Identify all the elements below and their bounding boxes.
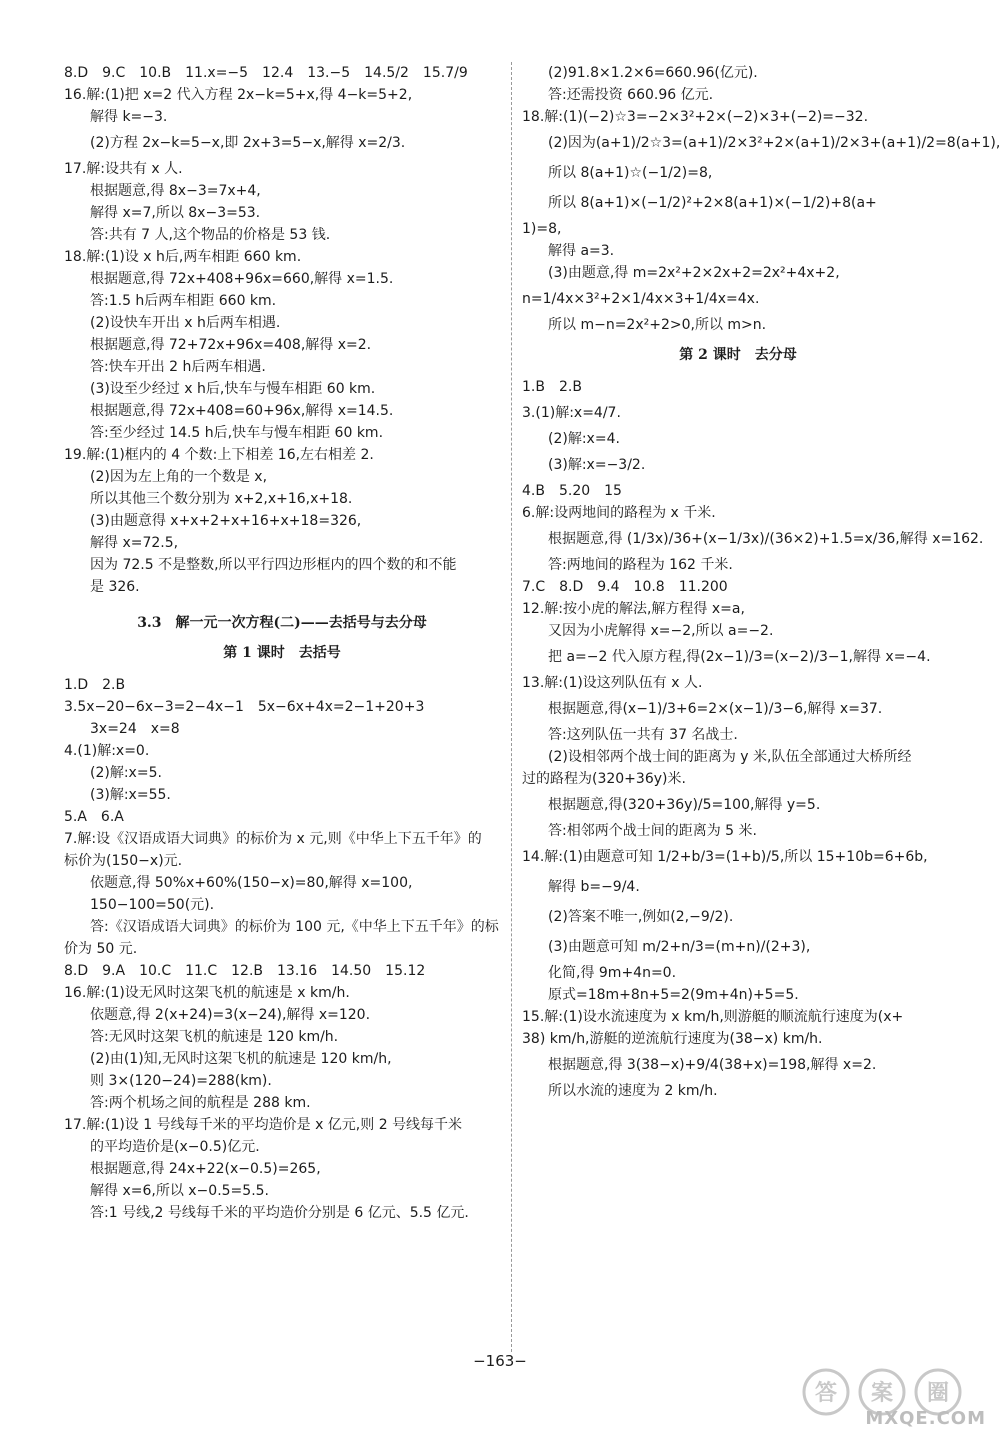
- answer-line: 所以水流的速度为 2 km/h.: [548, 1083, 718, 1099]
- answer-line: 19.解:(1)框内的 4 个数:上下相差 16,左右相差 2.: [64, 447, 374, 463]
- answer-line: 则 3×(120−24)=288(km).: [90, 1073, 272, 1089]
- answer-line: 答:快车开出 2 h后两车相遇.: [90, 359, 266, 375]
- answer-line: 3x=24 x=8: [90, 721, 180, 737]
- answer-line: 18.解:(1)设 x h后,两车相距 660 km.: [64, 249, 302, 265]
- answer-line: 3.(1)解:x=4/7.: [522, 405, 621, 421]
- lesson-title: 第 2 课时 去分母: [679, 347, 797, 363]
- answer-line: 16.解:(1)设无风时这架飞机的航速是 x km/h.: [64, 985, 350, 1001]
- page-number: −163−: [473, 1352, 527, 1370]
- answer-line: 6.解:设两地间的路程为 x 千米.: [522, 505, 716, 521]
- answer-line: 18.解:(1)(−2)☆3=−2×3²+2×(−2)×3+(−2)=−32.: [522, 109, 869, 125]
- column-divider: [511, 62, 512, 1352]
- answer-line: (3)由题意,得 m=2x²+2×2x+2=2x²+4x+2,: [548, 265, 840, 281]
- answer-line: 原式=18m+8n+5=2(9m+4n)+5=5.: [548, 987, 799, 1003]
- answer-line: 1)=8,: [522, 221, 562, 237]
- answer-line: 解得 a=3.: [548, 243, 615, 259]
- answer-line: n=1/4x×3²+2×1/4x×3+1/4x=4x.: [522, 291, 760, 307]
- answer-line: 1.D 2.B: [64, 677, 126, 693]
- answer-line: 又因为小虎解得 x=−2,所以 a=−2.: [548, 623, 774, 639]
- answer-line: 15.解:(1)设水流速度为 x km/h,则游艇的顺流航行速度为(x+: [522, 1009, 904, 1025]
- answer-line: 根据题意,得 (1/3x)/36+(x−1/3x)/(36×2)+1.5=x/36,解得 x=162.: [548, 531, 984, 547]
- answer-line: 根据题意,得(x−1)/3+6=2×(x−1)/3−6,解得 x=37.: [548, 701, 883, 717]
- answer-line: 4.B 5.20 15: [522, 483, 622, 499]
- answer-line: 所以 8(a+1)☆(−1/2)=8,: [548, 165, 713, 181]
- answer-line: 答:共有 7 人,这个物品的价格是 53 钱.: [90, 227, 331, 243]
- answer-line: (3)解:x=−3/2.: [548, 457, 646, 473]
- answer-line: 8.D 9.A 10.C 11.C 12.B 13.16 14.50 15.12: [64, 963, 426, 979]
- answer-line: (2)答案不唯一,例如(2,−9/2).: [548, 909, 734, 925]
- answer-line: 4.(1)解:x=0.: [64, 743, 150, 759]
- section-title: 3.3 解一元一次方程(二)——去括号与去分母: [137, 615, 427, 631]
- answer-line: 标价为(150−x)元.: [64, 853, 183, 869]
- answer-line: 答:至少经过 14.5 h后,快车与慢车相距 60 km.: [90, 425, 384, 441]
- answer-line: 12.解:按小虎的解法,解方程得 x=a,: [522, 601, 745, 617]
- answer-line: 把 a=−2 代入原方程,得(2x−1)/3=(x−2)/3−1,解得 x=−4.: [548, 649, 931, 665]
- answer-line: 根据题意,得 24x+22(x−0.5)=265,: [90, 1161, 321, 1177]
- answer-line: (2)方程 2x−k=5−x,即 2x+3=5−x,解得 x=2/3.: [90, 135, 406, 151]
- answer-line: (2)解:x=4.: [548, 431, 620, 447]
- answer-line: 解得 x=6,所以 x−0.5=5.5.: [90, 1183, 269, 1199]
- answer-line: 答:《汉语成语大词典》的标价为 100 元,《中华上下五千年》的标: [90, 919, 499, 935]
- answer-line: 答:1 号线,2 号线每千米的平均造价分别是 6 亿元、5.5 亿元.: [90, 1205, 469, 1221]
- answer-line: 答:1.5 h后两车相距 660 km.: [90, 293, 277, 309]
- svg-text:案: 案: [870, 1381, 894, 1406]
- answer-line: 解得 b=−9/4.: [548, 879, 640, 895]
- answer-line: 根据题意,得 72x+408=60+96x,解得 x=14.5.: [90, 403, 394, 419]
- answer-line: 解得 x=7,所以 8x−3=53.: [90, 205, 261, 221]
- answer-line: 7.C 8.D 9.4 10.8 11.200: [522, 579, 728, 595]
- answer-line: 解得 x=72.5,: [90, 535, 179, 551]
- answer-line: 根据题意,得 3(38−x)+9/4(38+x)=198,解得 x=2.: [548, 1057, 877, 1073]
- answer-line: (3)由题意可知 m/2+n/3=(m+n)/(2+3),: [548, 939, 811, 955]
- answer-line: 7.解:设《汉语成语大词典》的标价为 x 元,则《中华上下五千年》的: [64, 831, 482, 847]
- answer-line: 所以 m−n=2x²+2>0,所以 m>n.: [548, 317, 767, 333]
- answer-line: (2)因为(a+1)/2☆3=(a+1)/2×3²+2×(a+1)/2×3+(a+1)/2=8(a+1),: [548, 135, 1000, 151]
- answer-line: 是 326.: [90, 579, 140, 595]
- answer-line: 根据题意,得 72+72x+96x=408,解得 x=2.: [90, 337, 372, 353]
- answer-line: 解得 k=−3.: [90, 109, 168, 125]
- answer-line: 16.解:(1)把 x=2 代入方程 2x−k=5+x,得 4−k=5+2,: [64, 87, 413, 103]
- answer-line: 所以其他三个数分别为 x+2,x+16,x+18.: [90, 491, 353, 507]
- answer-line: 8.D 9.C 10.B 11.x=−5 12.4 13.−5 14.5/2 15.7/9: [64, 65, 468, 81]
- answer-line: 答:这列队伍一共有 37 名战士.: [548, 727, 738, 743]
- answer-line: 答:两地间的路程为 162 千米.: [548, 557, 733, 573]
- right-column: [522, 62, 1000, 1102]
- answer-line: 过的路程为(320+36y)米.: [522, 771, 686, 787]
- answer-line: 依题意,得 2(x+24)=3(x−24),解得 x=120.: [90, 1007, 371, 1023]
- left-column: [64, 62, 500, 1224]
- answer-line: (3)由题意得 x+x+2+x+16+x+18=326,: [90, 513, 362, 529]
- answer-line: 答:无风时这架飞机的航速是 120 km/h.: [90, 1029, 339, 1045]
- answer-line: 根据题意,得(320+36y)/5=100,解得 y=5.: [548, 797, 821, 813]
- answer-line: 17.解:设共有 x 人.: [64, 161, 183, 177]
- answer-line: 答:还需投资 660.96 亿元.: [548, 87, 714, 103]
- answer-line: 17.解:(1)设 1 号线每千米的平均造价是 x 亿元,则 2 号线每千米: [64, 1117, 463, 1133]
- answer-line: 3.5x−20−6x−3=2−4x−1 5x−6x+4x=2−1+20+3: [64, 699, 425, 715]
- answer-line: 5.A 6.A: [64, 809, 124, 825]
- answer-line: (2)91.8×1.2×6=660.96(亿元).: [548, 65, 758, 81]
- lesson-title: 第 1 课时 去括号: [223, 645, 341, 661]
- answer-line: (2)因为左上角的一个数是 x,: [90, 469, 268, 485]
- answer-line: 1.B 2.B: [522, 379, 582, 395]
- answer-line: 的平均造价是(x−0.5)亿元.: [90, 1139, 260, 1155]
- answer-line: 答:相邻两个战士间的距离为 5 米.: [548, 823, 757, 839]
- answer-line: 价为 50 元.: [64, 941, 138, 957]
- answer-line: (2)设相邻两个战士间的距离为 y 米,队伍全部通过大桥所经: [548, 749, 912, 765]
- answer-line: (3)解:x=55.: [90, 787, 171, 803]
- answer-line: (2)解:x=5.: [90, 765, 162, 781]
- answer-line: 13.解:(1)设这列队伍有 x 人.: [522, 675, 703, 691]
- watermark-site: MXQE.COM: [865, 1408, 986, 1429]
- answer-line: 因为 72.5 不是整数,所以平行四边形框内的四个数的和不能: [90, 557, 457, 573]
- answer-line: (2)由(1)知,无风时这架飞机的航速是 120 km/h,: [90, 1051, 392, 1067]
- answer-line: 答:两个机场之间的航程是 288 km.: [90, 1095, 311, 1111]
- answer-line: 所以 8(a+1)×(−1/2)²+2×8(a+1)×(−1/2)+8(a+: [548, 195, 877, 211]
- answer-line: (2)设快车开出 x h后两车相遇.: [90, 315, 281, 331]
- answer-line: 根据题意,得 8x−3=7x+4,: [90, 183, 261, 199]
- answer-line: 根据题意,得 72x+408+96x=660,解得 x=1.5.: [90, 271, 394, 287]
- svg-text:答: 答: [814, 1381, 838, 1406]
- answer-line: 150−100=50(元).: [90, 897, 215, 913]
- answer-line: 14.解:(1)由题意可知 1/2+b/3=(1+b)/5,所以 15+10b=6+6b,: [522, 849, 928, 865]
- answer-line: 化简,得 9m+4n=0.: [548, 965, 677, 981]
- svg-text:圈: 圈: [926, 1381, 950, 1406]
- answer-line: (3)设至少经过 x h后,快车与慢车相距 60 km.: [90, 381, 376, 397]
- answer-line: 38) km/h,游艇的逆流航行速度为(38−x) km/h.: [522, 1031, 823, 1047]
- answer-line: 依题意,得 50%x+60%(150−x)=80,解得 x=100,: [90, 875, 413, 891]
